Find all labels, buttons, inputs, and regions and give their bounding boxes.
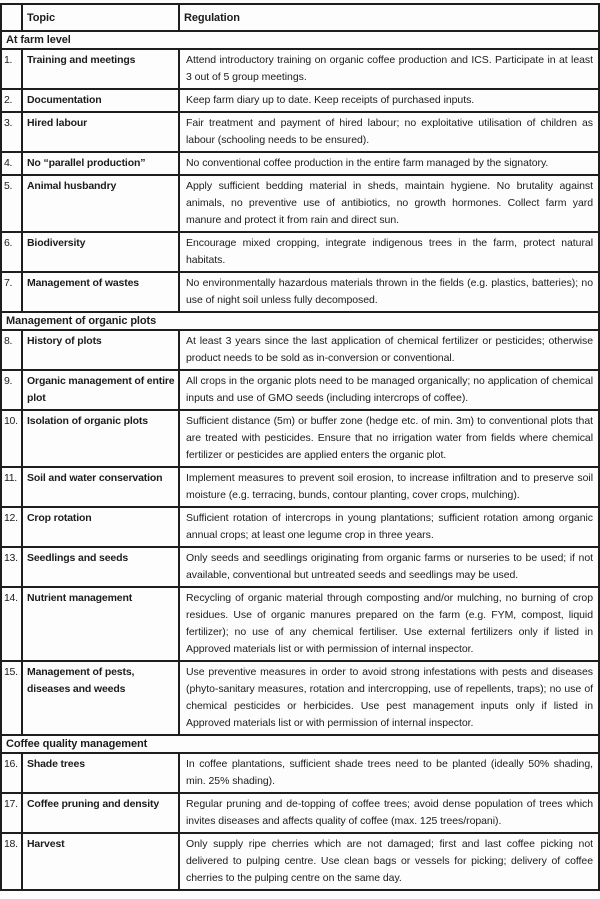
row-number: 15. [1,661,22,735]
row-topic: Coffee pruning and density [22,793,179,833]
row-regulation: Recycling of organic material through composting and/or mulching, no burning of crop residues. Use of organic manures prepared on the farm (e.g. FYM, compost, liquid fertilizer); no use of any chemical fertiliser. Use external fertilizers only if listed in Approved materials list or with permission of internal inspector. [179,587,599,661]
row-number: 2. [1,89,22,112]
row-topic: Hired labour [22,112,179,152]
row-number: 4. [1,152,22,175]
table-row [1,753,599,793]
row-topic: Seedlings and seeds [22,547,179,587]
row-number: 7. [1,272,22,312]
row-number: 14. [1,587,22,661]
table-row [1,330,599,370]
row-topic: Crop rotation [22,507,179,547]
row-regulation: All crops in the organic plots need to be managed organically; no application of chemical inputs and use of GMO seeds (including intercrops of coffee). [179,370,599,410]
section-row-coffee-quality [1,735,599,753]
row-regulation: Apply sufficient bedding material in sheds, maintain hygiene. No brutality against animals, no preventive use of antibiotics, no growth hormones. Collect farm yard manure and protect it from rain and direct sun. [179,175,599,232]
section-title: Coffee quality management [1,735,599,753]
table-row [1,467,599,507]
row-regulation: Regular pruning and de-topping of coffee trees; avoid dense population of trees which invites diseases and affects quality of coffee (max. 125 trees/ropani). [179,793,599,833]
table-row [1,89,599,112]
table-row [1,507,599,547]
row-number: 11. [1,467,22,507]
table-row [1,547,599,587]
table-row [1,49,599,89]
row-topic: Management of pests, diseases and weeds [22,661,179,735]
row-number: 12. [1,507,22,547]
row-topic: No “parallel production” [22,152,179,175]
row-topic: Organic management of entire plot [22,370,179,410]
row-regulation: In coffee plantations, sufficient shade trees need to be planted (ideally 50% shading, min. 25% shading). [179,753,599,793]
table-row [1,410,599,467]
row-regulation: Only supply ripe cherries which are not damaged; first and last coffee picking not delivered to pulping centre. Use clean bags or vessels for picking; delivery of coffee cherries to the pulping centre on the same day. [179,833,599,890]
section-title: Management of organic plots [1,312,599,330]
row-topic: Biodiversity [22,232,179,272]
row-number: 6. [1,232,22,272]
row-regulation: Sufficient distance (5m) or buffer zone (hedge etc. of min. 3m) to conventional plots that are treated with pesticides. Ensure that no irrigation water from fields where chemical fertilizer or pesticides are applied enters the organic plot. [179,410,599,467]
row-topic: Harvest [22,833,179,890]
row-topic: Management of wastes [22,272,179,312]
row-number: 1. [1,49,22,89]
row-regulation: Encourage mixed cropping, integrate indigenous trees in the farm, protect natural habitats. [179,232,599,272]
section-row-at-farm-level [1,31,599,49]
row-number: 5. [1,175,22,232]
table-row [1,587,599,661]
header-row [1,4,599,31]
row-number: 10. [1,410,22,467]
row-topic: Animal husbandry [22,175,179,232]
row-number: 18. [1,833,22,890]
header-regulation: Regulation [179,4,599,31]
row-regulation: At least 3 years since the last application of chemical fertilizer or pesticides; otherwise product needs to be sold as in-conversion or conventional. [179,330,599,370]
header-number-cell [1,4,22,31]
row-topic: Isolation of organic plots [22,410,179,467]
row-number: 8. [1,330,22,370]
table-row [1,175,599,232]
row-number: 3. [1,112,22,152]
row-regulation: Only seeds and seedlings originating from organic farms or nurseries to be used; if not available, conventional but untreated seeds and seedlings may be used. [179,547,599,587]
row-topic: Soil and water conservation [22,467,179,507]
row-topic: Shade trees [22,753,179,793]
table-row [1,793,599,833]
table-row [1,112,599,152]
row-regulation: Use preventive measures in order to avoid strong infestations with pests and diseases (phyto-sanitary measures, rotation and intercropping, use of repellents, traps); no use of chemical pesticides or herbicides. Use pest management inputs only if listed in Approved materials list or with permission of internal inspector. [179,661,599,735]
row-topic: Nutrient management [22,587,179,661]
table-row [1,370,599,410]
row-topic: Training and meetings [22,49,179,89]
table-row [1,232,599,272]
table-row [1,833,599,890]
header-topic: Topic [22,4,179,31]
row-number: 17. [1,793,22,833]
row-regulation: Sufficient rotation of intercrops in young plantations; sufficient rotation among organic annual crops; at least one legume crop in three years. [179,507,599,547]
table-row [1,661,599,735]
row-regulation: No environmentally hazardous materials thrown in the fields (e.g. plastics, batteries); no use of night soil unless fully decomposed. [179,272,599,312]
table-row [1,152,599,175]
section-row-organic-plots [1,312,599,330]
row-regulation: Fair treatment and payment of hired labour; no exploitative utilisation of children as labour (schooling needs to be ensured). [179,112,599,152]
row-topic: History of plots [22,330,179,370]
row-topic: Documentation [22,89,179,112]
row-regulation: No conventional coffee production in the entire farm managed by the signatory. [179,152,599,175]
row-regulation: Attend introductory training on organic coffee production and ICS. Participate in at least 3 out of 5 group meetings. [179,49,599,89]
row-number: 16. [1,753,22,793]
table-row [1,272,599,312]
row-regulation: Keep farm diary up to date. Keep receipts of purchased inputs. [179,89,599,112]
regulations-table [0,3,600,891]
section-title: At farm level [1,31,599,49]
row-regulation: Implement measures to prevent soil erosion, to increase infiltration and to preserve soil moisture (e.g. terracing, bunds, contour planting, cover crops, mulching). [179,467,599,507]
row-number: 9. [1,370,22,410]
row-number: 13. [1,547,22,587]
